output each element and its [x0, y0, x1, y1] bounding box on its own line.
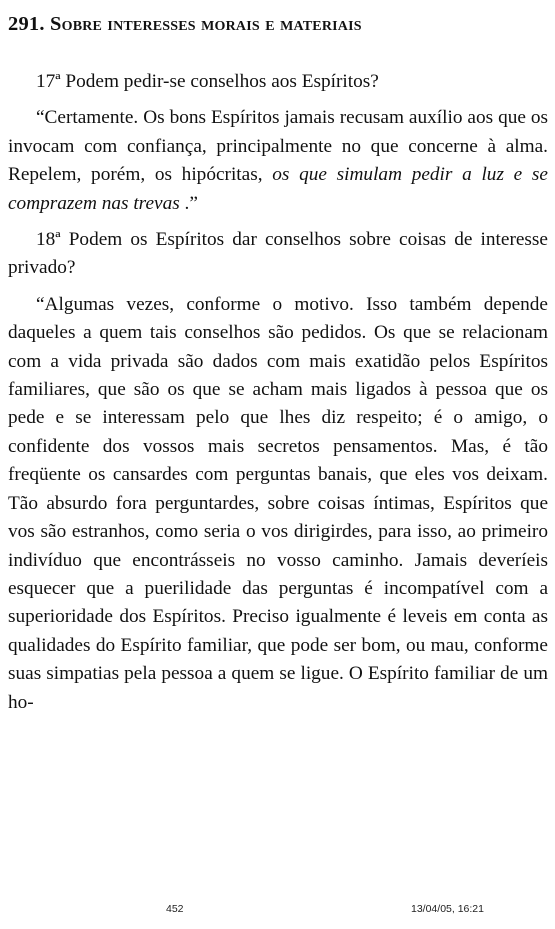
section-number: 291. [8, 13, 45, 35]
section-heading [8, 12, 553, 36]
question-18-text: 18ª Podem os Espíritos dar conselhos sobre coisas de interesse privado? [8, 229, 548, 279]
answer-17-text: “Certamente. Os bons Espíritos jamais recusam auxílio aos que os invocam com confiança, principalmente no que concerne à alma. Repelem, porém, os hipócritas, [8, 107, 548, 186]
answer-17-emphasis: os que simulam pedir a luz e se comprazem nas trevas [8, 164, 548, 214]
question-17-text: 17ª Podem pedir-se conselhos aos Espíritos? [36, 71, 379, 92]
answer-17-closing: .” [179, 192, 198, 214]
question-17 [8, 68, 548, 96]
print-timestamp: 13/04/05, 16:21 [411, 903, 484, 915]
page-number: 452 [166, 903, 184, 915]
body-text [8, 68, 548, 725]
answer-17 [8, 104, 548, 218]
question-18 [8, 226, 548, 283]
answer-18 [8, 291, 548, 717]
answer-18-text: “Algumas vezes, conforme o motivo. Isso também depende daqueles a quem tais conselhos são pedidos. Os que se relacionam com a vida privada são dados com mais exatidão pelos Espíritos familiares, que são os que se acham mais ligados à pessoa que os pede e se interessam pelo que lhes diz respeito; é o amigo, o confidente dos vossos mais secretos pensamentos. Mas, é tão freqüente os cansardes com perguntas banais, que eles vos deixam. Tão absurdo fora perguntardes, sobre coisas íntimas, Espíritos que vos são estranhos, como seria o vos dirigirdes, para isso, ao primeiro indivíduo que encontrásseis no vosso caminho. Jamais deveríeis esquecer que a puerilidade das perguntas é incompatível com a superioridade dos Espíritos. Preciso igualmente é leveis em conta as qualidades do Espírito familiar, que pode ser bom, ou mau, conforme suas simpatias pela pessoa a quem se ligue. O Espírito familiar de um ho- [8, 293, 548, 713]
section-title: Sobre interesses morais e materiais [50, 13, 362, 35]
